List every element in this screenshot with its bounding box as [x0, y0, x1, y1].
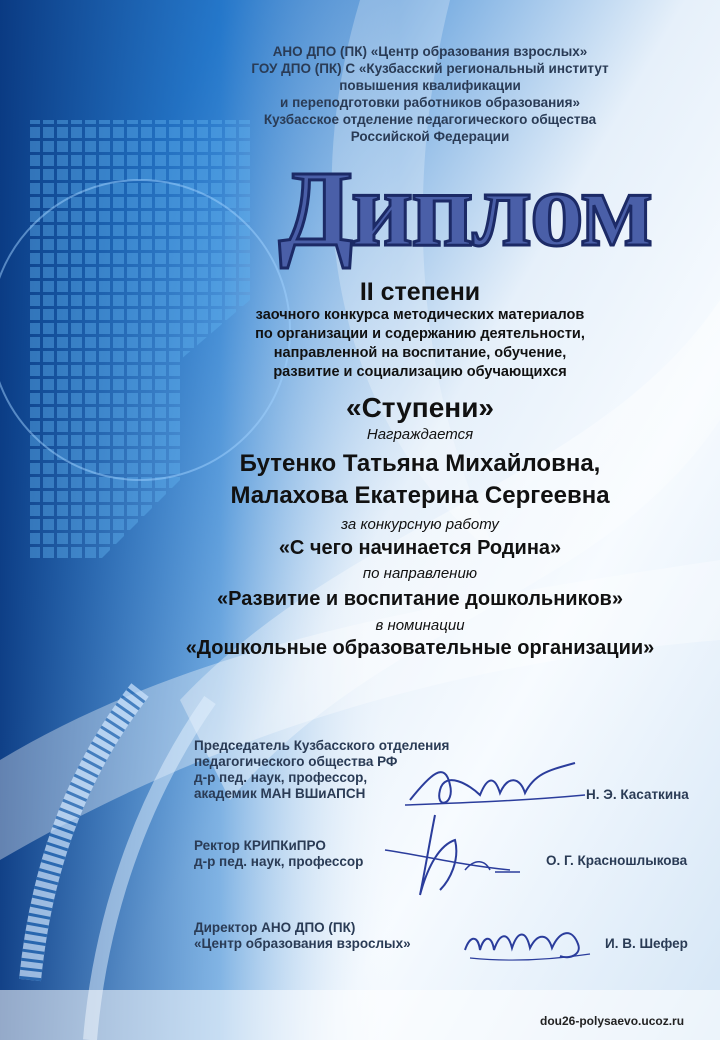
organization-line: Кузбасское отделение педагогического общества: [263, 112, 597, 127]
signatory-title-line: д-р пед. наук, профессор,: [194, 770, 368, 785]
handwritten-signature: [400, 755, 590, 815]
degree: II степени: [359, 278, 481, 306]
contest-description-line: заочного конкурса методических материалов: [255, 307, 585, 323]
nomination-label: в номинации: [375, 617, 465, 634]
signatory-title-line: академик МАН ВШиАПСН: [194, 786, 366, 801]
for-work-label: за конкурсную работу: [341, 516, 499, 533]
contest-description: [140, 306, 700, 382]
contest-description-line: по организации и содержанию деятельности,: [255, 326, 585, 342]
signatory-title-line: педагогического общества РФ: [194, 754, 398, 769]
recipient-name: Малахова Екатерина Сергеевна: [230, 482, 610, 509]
signatory-name: О. Г. Красношлыкова: [546, 853, 688, 868]
work-title: «С чего начинается Родина»: [278, 537, 562, 559]
organizations-header: [230, 43, 630, 145]
nomination: «Дошкольные образовательные организации»: [185, 637, 655, 659]
organization-line: ГОУ ДПО (ПК) С «Кузбасский региональный институт: [251, 61, 609, 76]
contest-description-line: развитие и социализацию обучающихся: [273, 364, 567, 380]
signatory-title-line: Председатель Кузбасского отделения: [194, 738, 450, 753]
organization-line: и переподготовки работников образования»: [280, 95, 580, 110]
recipients: [140, 448, 700, 512]
signatory-name: Н. Э. Касаткина: [586, 787, 689, 802]
direction: «Развитие и воспитание дошкольников»: [217, 588, 623, 610]
signatory-name: И. В. Шефер: [605, 936, 688, 951]
organization-line: АНО ДПО (ПК) «Центр образования взрослых»: [272, 44, 588, 59]
awarded-label: Награждается: [366, 426, 474, 443]
signatory-title-line: д-р пед. наук, профессор: [194, 854, 364, 869]
organization-line: Российской Федерации: [350, 129, 510, 144]
signatory-title-line: «Центр образования взрослых»: [194, 936, 411, 951]
recipient-name: Бутенко Татьяна Михайловна,: [239, 450, 601, 477]
diploma-title-text: Диплом: [278, 150, 652, 269]
signatory-title: [194, 920, 411, 952]
diploma-title: [230, 140, 700, 280]
website-watermark: dou26-polysaevo.ucoz.ru: [540, 1014, 685, 1028]
handwritten-signature: [380, 810, 530, 900]
handwritten-signature: [460, 920, 595, 965]
signatory-title: [194, 838, 363, 870]
signatory-title-line: Директор АНО ДПО (ПК): [194, 920, 356, 935]
direction-label: по направлению: [362, 565, 478, 582]
organization-line: повышения квалификации: [339, 78, 521, 93]
contest-description-line: направленной на воспитание, обучение,: [273, 345, 567, 361]
signatory-title-line: Ректор КРИПКиПРО: [194, 838, 326, 853]
contest-name: «Ступени»: [346, 392, 494, 423]
